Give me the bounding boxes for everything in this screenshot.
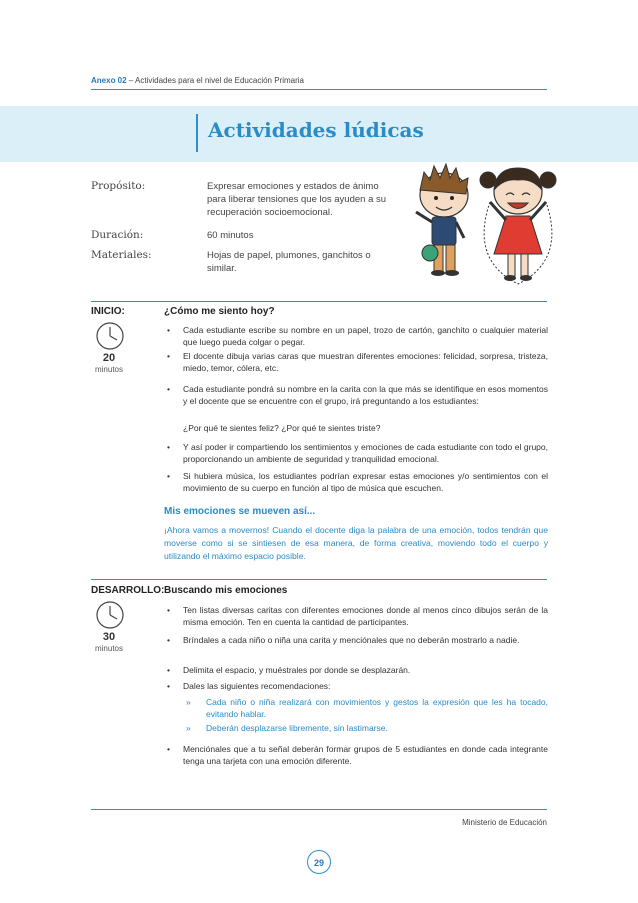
footer-rule (91, 809, 547, 810)
recommendation-text: Cada niño o niña realizará con movimientos y gestos la expresión que les ha tocado, evitando hablar. (206, 697, 548, 719)
materiales-value: Hojas de papel, plumones, ganchitos o similar. (207, 250, 371, 274)
proposito-value: Expresar emociones y estados de ánimo para liberar tensiones que los ayuden a su recuperación socioemocional. (207, 181, 387, 218)
list-item: • El docente dibuja varias caras que muestran diferentes emociones: felicidad, sorpresa, tristeza, miedo, temor, cólera, etc. (167, 351, 548, 373)
header-subtitle: – Actividades para el nivel de Educación Primaria (126, 76, 305, 85)
page-title: Actividades lúdicas (208, 118, 424, 142)
list-item: • Menciónales que a tu señal deberán formar grupos de 5 estudiantes en donde cada integrante tenga una tarjeta con una emoción diferente. (167, 744, 548, 766)
sub-activity-text: ¡Ahora vamos a movernos! Cuando el docente diga la palabra de una emoción, todos tendrán que moverse como si se sintiesen de esa manera, de forma creativa, moviendo todo el cuerpo y utilizando el máximo espacio posible. (164, 525, 548, 561)
banner-accent-bar (196, 114, 198, 152)
desarrollo-title: Buscando mis emociones (164, 585, 288, 596)
running-header (91, 76, 304, 85)
list-item: • Y así poder ir compartiendo los sentimientos y emociones de cada estudiante con todo el grupo, proporcionando un ambiente de seguridad y tranquilidad emocional. (167, 442, 548, 464)
recommendation-item: » Cada niño o niña realizará con movimientos y gestos la expresión que les ha tocado, evitando hablar. (186, 697, 548, 719)
bullet-text: Y así poder ir compartiendo los sentimientos y emociones de cada estudiante con todo el grupo, proporcionando un ambiente de seguridad y tranquilidad emocional. (183, 442, 548, 464)
reflection-question: ¿Por qué te sientes feliz? ¿Por qué te sientes triste? (183, 423, 381, 433)
recommendation-item: » Deberán desplazarse libremente, sin lastimarse. (186, 722, 548, 734)
bullet-text: El docente dibuja varias caras que muestran diferentes emociones: felicidad, sorpresa, tristeza, miedo, temor, cólera, etc. (183, 351, 548, 373)
bullet-text: Dales las siguientes recomendaciones: (183, 681, 331, 691)
list-item: • Si hubiera música, los estudiantes podrían expresar estas emociones y/o sentimientos con el movimiento de su cuerpo en función al tipo de música que escuchen. (167, 471, 548, 493)
inicio-title: ¿Cómo me siento hoy? (164, 306, 275, 317)
ministry-name: Ministerio de Educación (462, 818, 547, 827)
section-rule-inicio (91, 301, 547, 302)
bullet-text: Bríndales a cada niño o niña una carita y menciónales que no deberán mostrarlo a nadie. (183, 635, 520, 645)
page-number: 29 (307, 850, 331, 874)
list-item: • Delimita el espacio, y muéstrales por donde se desplazarán. (167, 664, 548, 676)
desarrollo-label: DESARROLLO: (91, 585, 165, 596)
bullet-text: Cada estudiante pondrá su nombre en la carita con la que más se identifique en esos momentos y el docente que se encuentre con el grupo, irá preguntando a los estudiantes: (183, 384, 548, 406)
recommendation-text: Deberán desplazarse libremente, sin lastimarse. (206, 723, 388, 733)
list-item: • Cada estudiante pondrá su nombre en la carita con la que más se identifique en esos momentos y el docente que se encuentre con el grupo, irá preguntando a los estudiantes: (167, 384, 548, 406)
sub-activity-title: Mis emociones se mueven así... (164, 506, 316, 517)
bullet-text: Cada estudiante escribe su nombre en un papel, trozo de cartón, ganchito o cualquier material que luego pueda colgar o pegar. (183, 325, 548, 347)
anexo-label: Anexo 02 (91, 76, 127, 85)
materiales-label: Materiales: (91, 249, 152, 261)
section-rule-desarrollo (91, 579, 547, 580)
duracion-value: 60 minutos (207, 230, 254, 241)
list-item: • Dales las siguientes recomendaciones: (167, 680, 548, 692)
list-item: • Bríndales a cada niño o niña una carita y menciónales que no deberán mostrarlo a nadie. (167, 634, 548, 646)
inicio-time: 20 (102, 352, 116, 364)
header-rule (91, 89, 547, 90)
children-illustration (400, 150, 570, 295)
desarrollo-time-unit: minutos (94, 644, 123, 653)
duracion-label: Duración: (91, 229, 144, 241)
proposito-label: Propósito: (91, 180, 146, 192)
desarrollo-time: 30 (102, 631, 116, 643)
bullet-text: Ten listas diversas caritas con diferentes emociones donde al menos cinco dibujos serán de la misma emoción. Ten en cuenta la cantidad de participantes. (183, 605, 548, 627)
list-item: • Cada estudiante escribe su nombre en un papel, trozo de cartón, ganchito o cualquier material que luego pueda colgar o pegar. (167, 325, 548, 347)
inicio-label: INICIO: (91, 306, 125, 317)
bullet-text: Si hubiera música, los estudiantes podrían expresar estas emociones y/o sentimientos con el movimiento de su cuerpo en función al tipo de música que escuchen. (183, 471, 548, 493)
clock-icon (95, 600, 125, 630)
bullet-text: Delimita el espacio, y muéstrales por donde se desplazarán. (183, 665, 411, 675)
list-item: • Ten listas diversas caritas con diferentes emociones donde al menos cinco dibujos serán de la misma emoción. Ten en cuenta la cantidad de participantes. (167, 605, 548, 627)
inicio-time-unit: minutos (94, 365, 123, 374)
bullet-text: Menciónales que a tu señal deberán formar grupos de 5 estudiantes en donde cada integrante tenga una tarjeta con una emoción diferente. (183, 744, 548, 766)
clock-icon (95, 321, 125, 351)
